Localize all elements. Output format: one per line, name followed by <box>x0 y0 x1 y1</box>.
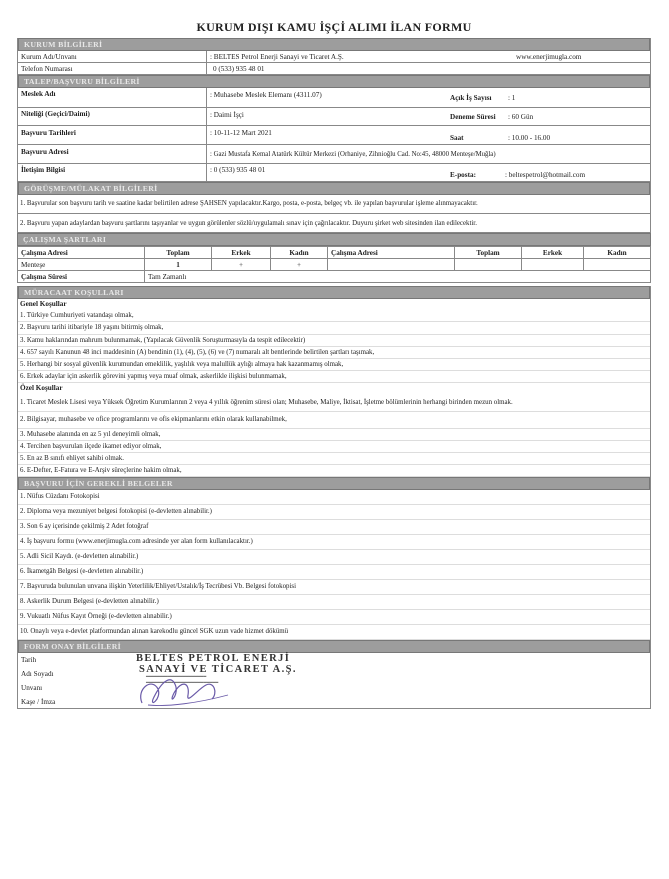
col-erkek-2: Erkek <box>522 247 584 259</box>
calisma-header: ÇALIŞMA ŞARTLARI <box>17 233 651 246</box>
belgeler-section <box>17 477 651 640</box>
belge-item-7: 7. Başvuruda bulunulan unvana ilişkin Yeterlilik/Ehliyet/Ustalık/İş Tecrübesi Vb. Belgesi fotokopisi <box>18 580 650 595</box>
col-adres: Çalışma Adresi <box>18 247 145 259</box>
genel-item-2: 2. Başvuru tarihi itibariyle 18 yaşını bitirmiş olmak, <box>18 322 650 334</box>
kurum-website: www.enerjimugla.com <box>516 53 582 61</box>
genel-kosullar-title: Genel Koşullar <box>20 300 67 308</box>
gorusme-line1-row <box>18 195 650 214</box>
form-title: KURUM DIŞI KAMU İŞÇİ ALIMI İLAN FORMU <box>196 20 472 34</box>
acik-is-label: Açık İş Sayısı <box>450 94 492 102</box>
basvuru-adres-label: Başvuru Adresi <box>21 148 69 156</box>
onay-unvan-row <box>18 681 650 695</box>
gorusme-line2-row <box>18 214 650 233</box>
calisma-table <box>17 246 651 283</box>
iletisim-label: İletişim Bilgisi <box>21 166 66 174</box>
deneme-value: : 60 Gün <box>508 113 534 121</box>
sure-label: Çalışma Süresi <box>18 271 145 283</box>
belge-item-8: 8. Askerlik Durum Belgesi (e-devletten alınabilir.) <box>18 595 650 610</box>
belgeler-list <box>18 490 650 640</box>
talep-iletisim-row <box>18 164 650 182</box>
ozel-kosullar-title: Özel Koşullar <box>20 384 63 393</box>
belge-item-2: 2. Diploma veya mezuniyet belgesi fotokopisi (e-devletten alınabilir.) <box>18 505 650 520</box>
onay-ad-label: Adı Soyadı <box>21 670 54 679</box>
signature-icon <box>128 659 248 713</box>
stamp-line-1: BELTES PETROL ENERJİ <box>136 653 291 665</box>
genel-item-5: 5. Herhangi bir sosyal güvenlik kurumundan emeklilik, yaşlılık veya malullük aylığı almaya hak kazanmamış olmak, <box>18 359 650 371</box>
genel-item-1: 1. Türkiye Cumhuriyeti vatandaşı olmak, <box>18 310 650 322</box>
talep-section <box>17 75 651 182</box>
belge-item-10: 10. Onaylı veya e-devlet platformundan alınan karekodlu güncel SGK uzun vade hizmet dökümü <box>18 625 650 640</box>
belge-item-5: 5. Adli Sicil Kaydı. (e-devletten alınabilir.) <box>18 550 650 565</box>
onay-kase-row <box>18 695 650 709</box>
belgeler-header: BAŞVURU İÇİN GEREKLİ BELGELER <box>18 477 650 490</box>
company-stamp: BELTES PETROL ENERJİ SANAYİ VE TİCARET A.Ş. ━━━━━━━━━━━━━━━━━━━━ ━━━━━━━━━━━━━━━━━━━━━━━━ <box>136 653 297 687</box>
nitelik-label: Niteliği (Geçici/Daimi) <box>21 110 90 118</box>
genel-item-3: 3. Kamu haklarından mahrum bulunmamak, (Yapılacak Güvenlik Soruşturmasıyla da tespit edilecektir) <box>18 335 650 347</box>
onay-body <box>18 653 650 709</box>
form-page <box>17 20 651 709</box>
ozel-item-2: 2. Bilgisayar, muhasebe ve ofice programlarını ve ofis ekipmanlarını etkin olarak kullanabilmek, <box>18 412 650 429</box>
belge-item-3: 3. Son 6 ay içerisinde çekilmiş 2 Adet fotoğraf <box>18 520 650 535</box>
onay-ad-row <box>18 667 650 681</box>
genel-item-6: 6. Erkek adaylar için askerlik görevini yapmış veya muaf olmak, askerlikle ilişkisi bulunmamak, <box>18 371 650 383</box>
calisma-section <box>17 233 651 283</box>
saat-label: Saat <box>450 134 464 142</box>
kurum-phone-value: 0 (533) 935 48 01 <box>213 65 265 73</box>
eposta-label: E-posta: <box>450 171 476 179</box>
saat-value: : 10.00 - 16.00 <box>508 134 551 142</box>
row-toplam: 1 <box>145 259 212 271</box>
ozel-item-1: 1. Ticaret Meslek Lisesi veya Yüksek Öğretim Kurumlarının 2 veya 4 yıllık öğrenim süresi olan; Muhasebe, Maliye, İktisat, İşletme bölümlerinin herhangi birinden mezun olmak. <box>18 395 650 412</box>
sure-value: Tam Zamanlı <box>145 271 651 283</box>
ozel-item-3: 3. Muhasebe alanında en az 5 yıl deneyimli olmak, <box>18 429 650 441</box>
gorusme-line2: 2. Başvuru yapan adaylardan başvuru şartlarını taşıyanlar ve uygun görülenler sözlü/uygulamalı sınav için çağrılacaktır. Duyuru şirket web sitesinden ilan edilecektir. <box>20 220 477 227</box>
col-erkek: Erkek <box>212 247 271 259</box>
talep-meslek-row <box>18 88 650 108</box>
onay-unvan-label: Unvanı <box>21 684 43 693</box>
row-adres: Menteşe <box>18 259 145 271</box>
iletisim-value: : 0 (533) 935 48 01 <box>210 166 266 174</box>
belge-item-9: 9. Vukuatlı Nüfus Kayıt Örneği (e-devletten alınabilir.) <box>18 610 650 625</box>
col-kadin-2: Kadın <box>584 247 651 259</box>
belge-item-1: 1. Nüfus Cüzdanı Fotokopisi <box>18 490 650 505</box>
basvuru-tarih-value: : 10-11-12 Mart 2021 <box>210 129 272 137</box>
muracaat-header: MÜRACAAT KOŞULLARI <box>18 286 650 299</box>
row-kadin: + <box>271 259 328 271</box>
kurum-phone-row <box>18 63 650 75</box>
col-toplam-2: Toplam <box>455 247 522 259</box>
kurum-name-label: Kurum Adı/Unvanı <box>21 53 77 61</box>
talep-adres-row <box>18 145 650 164</box>
col-adres-2: Çalışma Adresi <box>328 247 455 259</box>
stamp-line-2: SANAYİ VE TİCARET A.Ş. <box>139 664 297 676</box>
belge-item-6: 6. İkametgâh Belgesi (e-devletten alınabilir.) <box>18 565 650 580</box>
acik-is-value: : 1 <box>508 94 516 102</box>
ozel-item-5: 5. En az B sınıfı ehliyet sahibi olmak. <box>18 453 650 465</box>
kurum-phone-label: Telefon Numarası <box>21 65 73 73</box>
kurum-section <box>17 38 651 75</box>
onay-section <box>17 640 651 709</box>
nitelik-value: : Daimi İşçi <box>210 111 244 119</box>
gorusme-header: GÖRÜŞME/MÜLAKAT BİLGİLERİ <box>18 182 650 195</box>
kurum-header: KURUM BİLGİLERİ <box>18 38 650 51</box>
basvuru-tarih-label: Başvuru Tarihleri <box>21 129 76 137</box>
ozel-item-6: 6. E-Defter, E-Fatura ve E-Arşiv süreçlerine hakim olmak, <box>18 465 650 477</box>
talep-nitelik-row <box>18 108 650 126</box>
belge-item-4: 4. İş başvuru formu (www.enerjimugla.com adresinde yer alan form kullanılacaktır.) <box>18 535 650 550</box>
kurum-name-row <box>18 51 650 63</box>
basvuru-adres-value: : Gazi Mustafa Kemal Atatürk Kültür Merkezi (Orhaniye, Zihnioğlu Cad. No:45, 48000 Menteşe/Muğla) <box>210 151 496 158</box>
onay-header: FORM ONAY BİLGİLERİ <box>18 640 650 653</box>
genel-item-4: 4. 657 sayılı Kanunun 48 inci maddesinin (A) bendinin (1), (4), (5), (6) ve (7) numaralı alt bentlerinde belirtilen şartları taşımak, <box>18 347 650 359</box>
kurum-name-value: : BELTES Petrol Enerji Sanayi ve Ticaret A.Ş. <box>210 53 344 61</box>
col-kadin: Kadın <box>271 247 328 259</box>
onay-tarih-label: Tarih <box>21 656 37 665</box>
eposta-value: : beltespetrol@hotmail.com <box>505 171 586 179</box>
muracaat-list <box>18 299 650 477</box>
gorusme-section <box>17 182 651 233</box>
row-erkek: + <box>212 259 271 271</box>
ozel-item-4: 4. Tercihen başvurulan ilçede ikamet ediyor olmak, <box>18 441 650 453</box>
meslek-label: Meslek Adı <box>21 90 56 98</box>
gorusme-line1: 1. Başvurular son başvuru tarih ve saatine kadar belirtilen adrese ŞAHSEN yapılacaktır.Kargo, posta, e-posta, belgeç vb. ile yapılan başvurular işleme alınmayacaktır. <box>20 200 478 207</box>
talep-tarih-row <box>18 126 650 145</box>
talep-header: TALEP/BAŞVURU BİLGİLERİ <box>18 75 650 88</box>
col-toplam: Toplam <box>145 247 212 259</box>
deneme-label: Deneme Süresi <box>450 113 496 121</box>
onay-tarih-row <box>18 653 650 667</box>
meslek-value: : Muhasebe Meslek Elemanı (4311.07) <box>210 91 322 99</box>
muracaat-section <box>17 286 651 477</box>
onay-kase-label: Kaşe / İmza <box>21 698 56 707</box>
